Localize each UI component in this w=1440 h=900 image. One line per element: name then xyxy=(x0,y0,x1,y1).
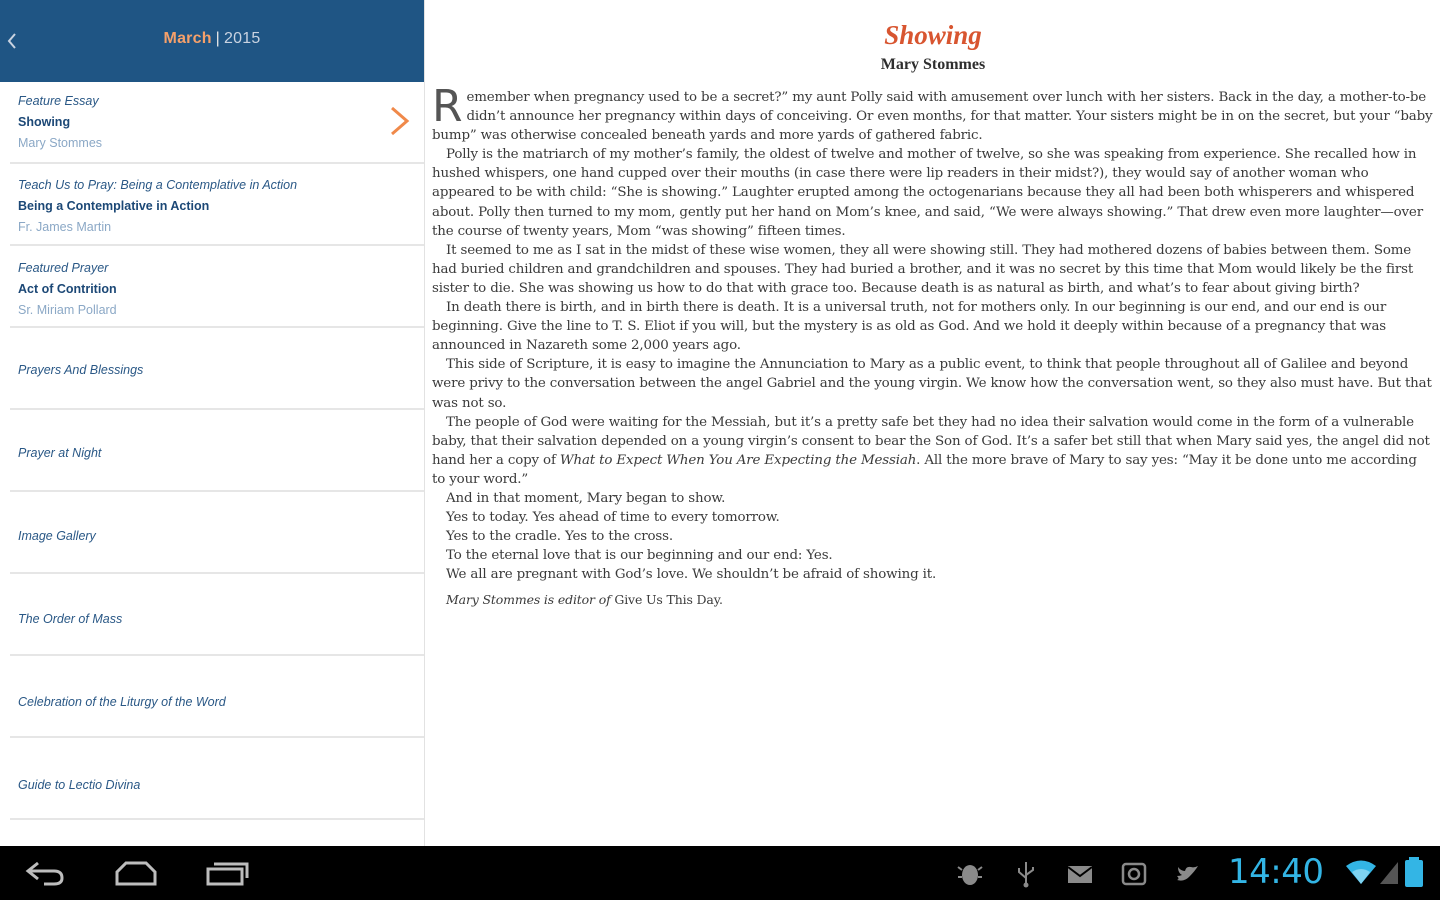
article-paragraph: Polly is the matriarch of my mother’s family, the oldest of twelve and mother of twelve, so she was speaking from experience. She recalled how in hushed whispers, one hand cupped over their mouths (in case there were lip readers in their midst?), they would say of another woman who appeared to be with child: “She is showing.” Laughter erupted among the octogenarians because they all had been both whisperers and whispered about. Polly then turned to my mom, gently put her hand on Mom’s knee, and said, “We were always showing.” That drew even more laughter—over the course of twenty years, Mom “was showing” fifteen times. xyxy=(432,147,1423,239)
menu-item-category: Celebration of the Liturgy of the Word xyxy=(18,695,226,709)
menu-item-category: The Order of Mass xyxy=(18,612,123,626)
menu-item-author: Sr. Miriam Pollard xyxy=(18,303,117,317)
menu-item-prayer-at-night[interactable] xyxy=(10,410,424,492)
issue-separator: | xyxy=(215,30,221,47)
back-arrow-icon xyxy=(24,859,68,887)
publication-name: Give Us This Day. xyxy=(614,592,723,608)
article-body xyxy=(432,81,1434,610)
usb-icon xyxy=(1012,860,1040,888)
article-list xyxy=(10,82,424,820)
issue-month: March xyxy=(163,30,212,47)
mail-icon xyxy=(1066,860,1094,888)
chevron-right-icon xyxy=(388,104,412,138)
menu-item-title: Act of Contrition xyxy=(18,282,117,296)
android-debug-icon xyxy=(956,860,984,888)
menu-item-title: Showing xyxy=(18,115,71,129)
back-nav-button[interactable] xyxy=(22,856,70,890)
article-author: Mary Stommes xyxy=(880,56,986,73)
home-icon xyxy=(113,860,159,886)
cell-signal-icon xyxy=(1378,858,1400,886)
article-paragraph: Yes to the cradle. Yes to the cross. xyxy=(446,529,673,545)
article-paragraph: In death there is birth, and in birth there is death. It is a universal truth, not for mothers only. In our beginning is our end, and our end is our beginning. Give the line to T. S. Eliot if you will, but the mystery is as old as God. And we hold it deeply within because of a pregnancy that was announced in Nazareth some 2,000 years ago. xyxy=(432,300,1387,354)
menu-item-feature-essay[interactable] xyxy=(10,82,424,164)
article-paragraph: And in that moment, Mary began to show. xyxy=(446,490,726,506)
article-paragraph: This side of Scripture, it is easy to imagine the Annunciation to Mary as a public event, to think that people throughout all of Galilee and beyond were privy to the conversation between the angel Gabriel and the young virgin. We know how the conversation went, so they also must have. But that was not so. xyxy=(432,357,1432,411)
menu-item-order-of-mass[interactable] xyxy=(10,574,424,656)
article-paragraph xyxy=(432,81,1434,145)
system-navigation-bar xyxy=(0,846,1440,900)
table-of-contents-sidebar xyxy=(0,0,425,846)
article-paragraph xyxy=(432,413,1434,489)
menu-item-category: Guide to Lectio Divina xyxy=(18,778,141,792)
battery-icon xyxy=(1402,856,1426,888)
menu-item-featured-prayer[interactable] xyxy=(10,246,424,328)
author-credit xyxy=(446,590,1434,609)
recent-apps-button[interactable] xyxy=(202,856,252,890)
sidebar-header xyxy=(0,0,424,82)
article-paragraph: To the eternal love that is our beginning and our end: Yes. xyxy=(446,548,833,564)
menu-item-category: Image Gallery xyxy=(18,529,96,543)
paragraph-text: emember when pregnancy used to be a secret?” my aunt Polly said with amusement over lunch with her sisters. Back in the day, a mother-to-be didn’t announce her pregnancy within days of conceiving. Or even months, for that matter. Your sisters might be in on the secret, but your “baby bump” was otherwise concealed beneath yards and more yards of gathered fabric. xyxy=(432,90,1433,144)
menu-item-image-gallery[interactable] xyxy=(10,492,424,574)
home-nav-button[interactable] xyxy=(110,856,162,890)
menu-item-category: Featured Prayer xyxy=(18,261,109,275)
article-title: Showing xyxy=(884,20,982,50)
issue-year: 2015 xyxy=(224,30,261,47)
book-title: What to Expect When You Are Expecting the Messiah xyxy=(559,452,917,468)
menu-item-category: Prayers And Blessings xyxy=(18,363,144,377)
menu-item-author: Mary Stommes xyxy=(18,136,103,150)
menu-item-prayers-and-blessings[interactable] xyxy=(10,328,424,410)
menu-item-liturgy-of-the-word[interactable] xyxy=(10,656,424,738)
menu-item-lectio-divina[interactable] xyxy=(10,738,424,820)
paragraph-text: . All the more brave of Mary to say yes: “May it be done unto me according to your word.” xyxy=(432,452,1417,487)
menu-item-teach-us-to-pray[interactable] xyxy=(10,164,424,246)
article-view[interactable] xyxy=(432,0,1434,846)
twitter-icon xyxy=(1174,860,1202,888)
status-clock: 14:40 xyxy=(1228,852,1324,892)
drop-cap: R xyxy=(432,81,463,132)
menu-item-title: Being a Contemplative in Action xyxy=(18,199,210,213)
article-paragraph: We all are pregnant with God’s love. We shouldn’t be afraid of showing it. xyxy=(446,567,937,583)
menu-item-category: Feature Essay xyxy=(18,94,99,108)
camera-icon xyxy=(1120,860,1148,888)
wifi-signal-icon xyxy=(1344,858,1378,886)
recent-apps-icon xyxy=(204,860,250,886)
article-paragraph: Yes to today. Yes ahead of time to every tomorrow. xyxy=(446,510,780,526)
paragraph-text: The people of God were waiting for the Messiah, but it’s a pretty safe bet they had no idea their salvation would come in the form of a vulnerable baby, that their salvation depended on a young virgin’s consent to bear the Son of God. It’s a safer bet still that when Mary said yes, the angel did not hand her a copy of xyxy=(432,414,1430,468)
menu-item-author: Fr. James Martin xyxy=(18,220,112,234)
issue-title xyxy=(0,30,424,48)
menu-item-category: Prayer at Night xyxy=(18,446,102,460)
menu-item-category: Teach Us to Pray: Being a Contemplative in Action xyxy=(18,178,298,192)
credit-text: Mary Stommes is editor of xyxy=(446,592,615,608)
article-paragraph: It seemed to me as I sat in the midst of these wise women, they all were showing still. They had mothered dozens of babies between them. Some had buried children and grandchildren and spouses. They had buried a brother, and it was no secret by this time that Mom would likely be the first sister to die. She was showing us how to do that with grace too. Because death is as natural as birth, and what’s to fear about giving birth? xyxy=(432,242,1414,296)
